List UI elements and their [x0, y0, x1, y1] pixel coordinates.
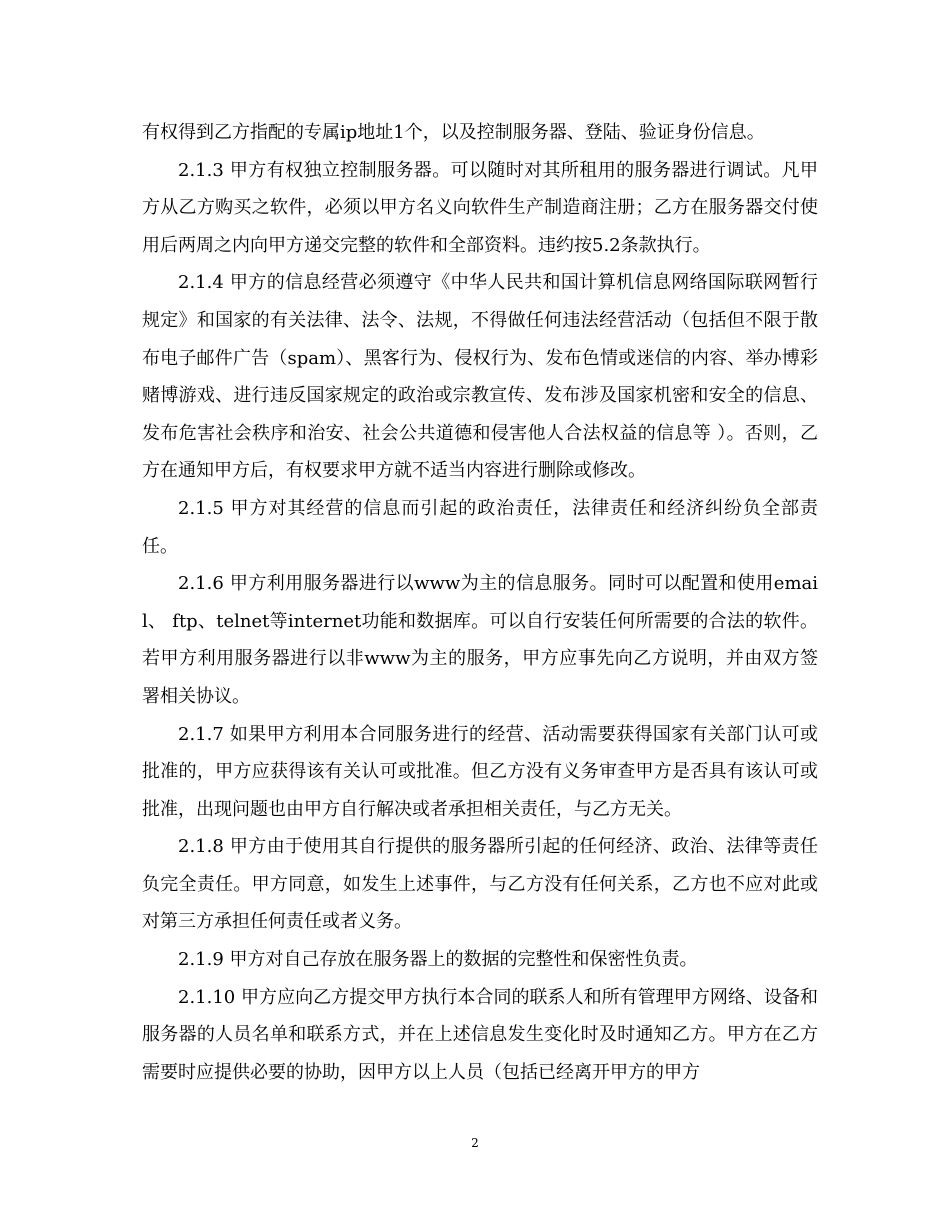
paragraph-clause-2-1-7: 2.1.7 如果甲方利用本合同服务进行的经营、活动需要获得国家有关部门认可或批准的，甲方应获得该有关认可或批准。但乙方没有义务审查甲方是否具有该认可或批准，出现问题也由甲方自行解决或者承担相关责任，与乙方无关。	[142, 723, 818, 820]
paragraph-clause-2-1-8: 2.1.8 甲方由于使用其自行提供的服务器所引起的任何经济、政治、法律等责任负完全责任。甲方同意，如发生上述事件，与乙方没有任何关系，乙方也不应对此或对第三方承担任何责任或者义务。	[142, 836, 818, 933]
paragraph-clause-2-1-6: 2.1.6 甲方利用服务器进行以www为主的信息服务。同时可以配置和使用email、 ftp、telnet等internet功能和数据库。可以自行安装任何所需要的合法的软件。若甲方利用服务器进行以非www为主的服务，甲方应事先向乙方说明，并由双方签署相关协议。	[142, 573, 818, 707]
document-body	[142, 114, 818, 1091]
paragraph-clause-2-1-3: 2.1.3 甲方有权独立控制服务器。可以随时对其所租用的服务器进行调试。凡甲方从乙方购买之软件，必须以甲方名义向软件生产制造商注册；乙方在服务器交付使用后两周之内向甲方递交完整的软件和全部资料。违约按5.2条款执行。	[142, 159, 818, 256]
paragraph-continuation: 有权得到乙方指配的专属ip地址1个，以及控制服务器、登陆、验证身份信息。	[142, 122, 765, 143]
paragraph-clause-2-1-4: 2.1.4 甲方的信息经营必须遵守《中华人民共和国计算机信息网络国际联网暂行规定》和国家的有关法律、法令、法规，不得做任何违法经营活动（包括但不限于散布电子邮件广告（spam）、黑客行为、侵权行为、发布色情或迷信的内容、举办博彩赌博游戏、进行违反国家规定的政治或宗教宣传、发布涉及国家机密和安全的信息、发布危害社会秩序和治安、社会公共道德和侵害他人合法权益的信息等 ）。否则，乙方在通知甲方后，有权要求甲方就不适当内容进行删除或修改。	[142, 272, 818, 482]
page-number: 2	[471, 1136, 479, 1150]
paragraph-clause-2-1-9: 2.1.9 甲方对自己存放在服务器上的数据的完整性和保密性负责。	[178, 949, 698, 971]
paragraph-clause-2-1-10: 2.1.10 甲方应向乙方提交甲方执行本合同的联系人和所有管理甲方网络、设备和服务器的人员名单和联系方式，并在上述信息发生变化时及时通知乙方。甲方在乙方需要时应提供必要的协助，因甲方以上人员（包括已经离开甲方的甲方	[142, 986, 818, 1083]
paragraph-clause-2-1-5: 2.1.5 甲方对其经营的信息而引起的政治责任，法律责任和经济纠纷负全部责任。	[142, 497, 818, 557]
